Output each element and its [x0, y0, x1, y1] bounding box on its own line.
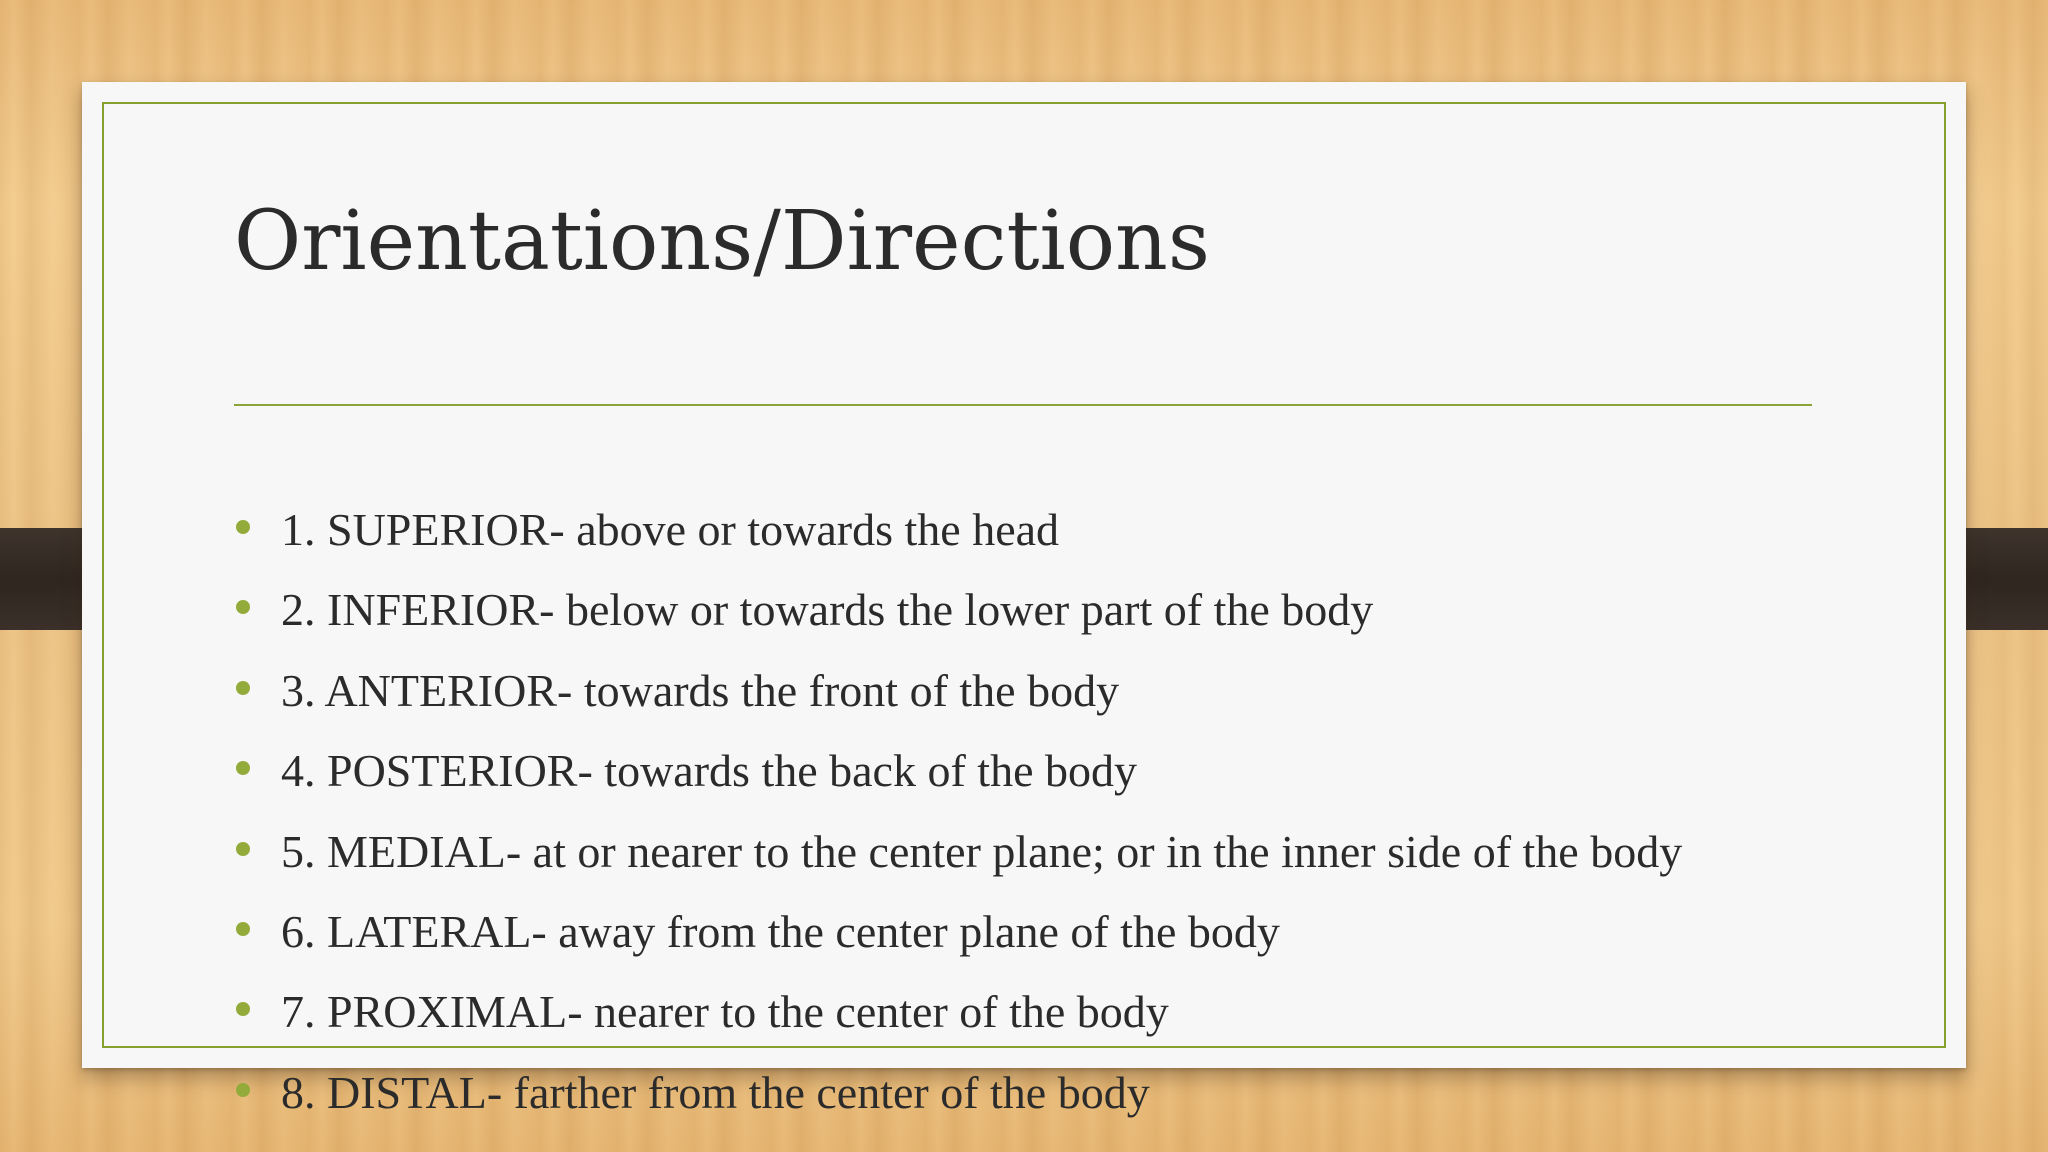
list-item-text: 4. POSTERIOR- towards the back of the body [281, 745, 1137, 797]
bullet-dot-icon [236, 520, 250, 534]
list-item [234, 812, 1874, 892]
list-item-text: 2. INFERIOR- below or towards the lower part of the body [281, 584, 1374, 636]
list-item [234, 972, 1874, 1052]
list-item [234, 731, 1874, 811]
list-item-text: 8. DISTAL- farther from the center of the body [281, 1066, 1150, 1118]
bullet-dot-icon [236, 922, 250, 936]
bullet-dot-icon [236, 1002, 250, 1016]
bullet-dot-icon [236, 1083, 250, 1097]
list-item-text: 5. MEDIAL- at or nearer to the center plane; or in the inner side of the body [281, 825, 1683, 877]
list-item-text: 6. LATERAL- away from the center plane of the body [281, 905, 1280, 957]
list-item [234, 570, 1874, 650]
bullet-list [234, 490, 1874, 1133]
list-item [234, 490, 1874, 570]
title-divider [234, 404, 1812, 406]
list-item [234, 651, 1874, 731]
list-item-text: 1. SUPERIOR- above or towards the head [281, 504, 1060, 555]
list-item-text: 3. ANTERIOR- towards the front of the body [281, 664, 1120, 716]
list-item [234, 892, 1874, 972]
list-item-text: 7. PROXIMAL- nearer to the center of the body [281, 986, 1169, 1038]
bullet-dot-icon [236, 842, 250, 856]
bullet-dot-icon [236, 600, 250, 614]
bullet-dot-icon [236, 761, 250, 775]
slide-card [82, 82, 1966, 1118]
slide-title: Orientations/Directions [234, 194, 1210, 289]
list-item [234, 1053, 1874, 1133]
bullet-dot-icon [236, 681, 250, 695]
